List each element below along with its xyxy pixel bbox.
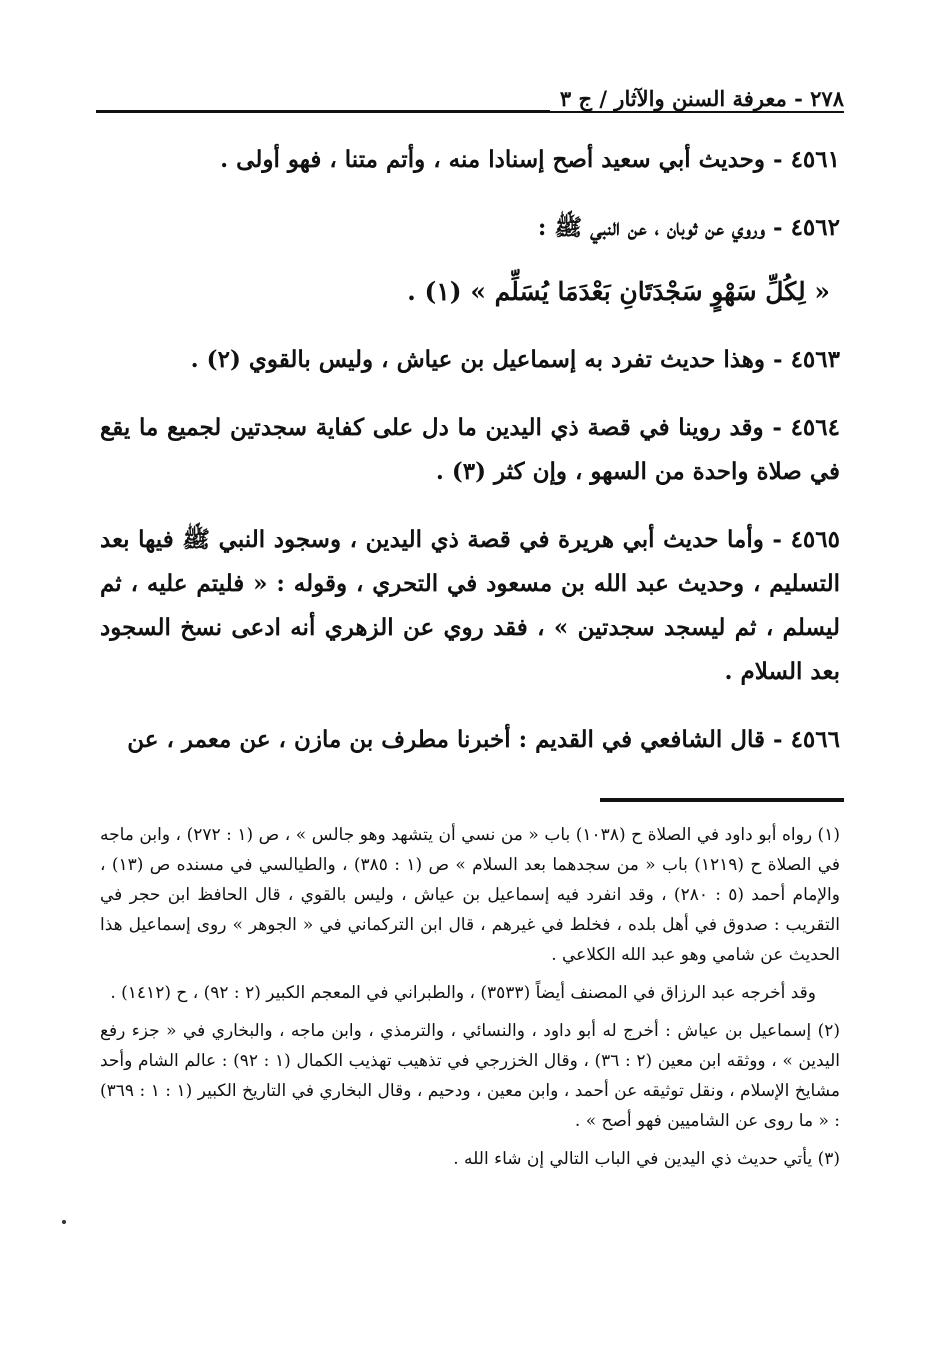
footnote-1-continuation: وقد أخرجه عبد الرزاق في المصنف أيضاً (٣٥٣٣) ، والطبراني في المعجم الكبير (٢ : ٩٢) ، ح (١٤١٢) . [110,983,816,1003]
scan-speck [62,1220,66,1224]
footnote-2: (٢) إسماعيل بن عياش : أخرج له أبو داود ، والنسائي ، والترمذي ، وابن ماجه ، والبخاري في « جزء رفع اليدين » ، ووثقه ابن معين (٢ : ٣٦) ، وقال الخزرجي في تذهيب تهذيب الكمال (١ : ٩٢) : عالم الشام وأحد مشايخ الإسلام ، ونقل توثيقه عن أحمد ، وابن معين ، ودحيم ، وقال البخاري في التاريخ الكبير (١ : ١ : ٣٦٩) : « ما روى عن الشاميين فهو أصح » . [100,1021,840,1131]
footnote-rule [600,798,844,802]
footnote-1: (١) رواه أبو داود في الصلاة ح (١٠٣٨) باب « من نسي أن يتشهد وهو جالس » ، ص (١ : ٢٧٢) ، وابن ماجه في الصلاة ح (١٢١٩) باب « من سجدهما بعد السلام » ص (١ : ٣٨٥) ، والطيالسي في مسنده ص (١٣) ، والإمام أحمد (٥ : ٢٨٠) ، وقد انفرد فيه إسماعيل بن عياش ، وليس بالقوي ، قال الحافظ ابن حجر في التقريب : صدوق في أهل بلده ، فخلط في غيرهم ، قال ابن التركماني في « الجوهر » روى إسماعيل هذا الحديث عن شامي وهو عبد الله الكلاعي . [100,825,840,965]
paragraph-4566: ٤٥٦٦ - قال الشافعي في القديم : أخبرنا مطرف بن مازن ، عن معمر ، عن [127,726,840,753]
paragraph-4561: ٤٥٦١ - وحديث أبي سعيد أصح إسنادا منه ، وأتم متنا ، فهو أولى . [220,146,840,173]
page-header [96,86,844,120]
footnote-3: (٣) يأتي حديث ذي اليدين في الباب التالي إن شاء الله . [453,1149,840,1169]
footnotes [100,820,840,1182]
hadith-quote: « لِكُلِّ سَهْوٍ سَجْدَتَانِ بَعْدَمَا يُسَلِّم » (١) . [407,277,830,306]
paragraph-4562: ٤٥٦٢ - وروي عن ثوبان ، عن النبي ﷺ : [537,214,840,241]
main-text [100,138,840,786]
paragraph-4563: ٤٥٦٣ - وهذا حديث تفرد به إسماعيل بن عياش ، وليس بالقوي (٢) . [190,346,840,373]
paragraph-4564: ٤٥٦٤ - وقد روينا في قصة ذي اليدين ما دل على كفاية سجدتين لجميع ما يقع في صلاة واحدة من السهو ، وإن كثر (٣) . [100,414,840,485]
paragraph-4565: ٤٥٦٥ - وأما حديث أبي هريرة في قصة ذي اليدين ، وسجود النبي ﷺ فيها بعد التسليم ، وحديث عبد الله بن مسعود في التحري ، وقوله : « فليتم عليه ، ثم ليسلم ، ثم ليسجد سجدتين » ، فقد روي عن الزهري أنه ادعى نسخ السجود بعد السلام . [100,526,840,685]
running-head: ٢٧٨ - معرفة السنن والآثار / ج ٣ [550,86,844,111]
